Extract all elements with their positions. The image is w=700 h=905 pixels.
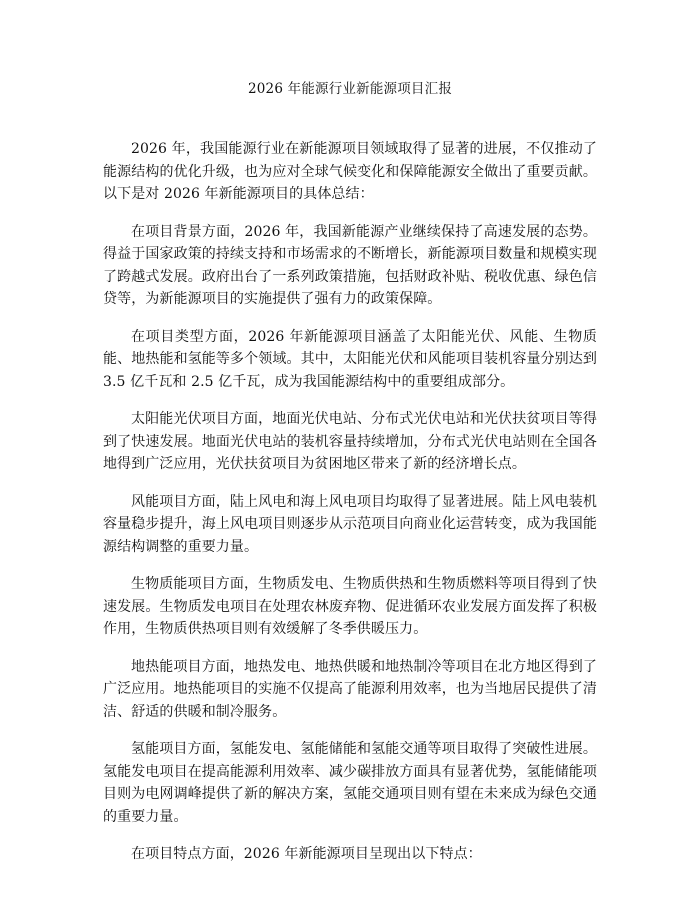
paragraph-wind: 风能项目方面，陆上风电和海上风电项目均取得了显著进展。陆上风电装机容量稳步提升，海上风电项目则逐步从示范项目向商业化运营转变，成为我国能源结构调整的重要力量。 xyxy=(103,493,597,555)
paragraph-hydrogen: 氢能项目方面，氢能发电、氢能储能和氢能交通等项目取得了突破性进展。氢能发电项目在提高能源利用效率、减少碳排放方面具有显著优势，氢能储能项目则为电网调峰提供了新的解决方案，氢能交通项目则有望在未来成为绿色交通的重要力量。 xyxy=(103,741,597,825)
document-body xyxy=(103,138,597,881)
document-title: 2026 年能源行业新能源项目汇报 xyxy=(247,81,453,97)
paragraph-characteristics: 在项目特点方面，2026 年新能源项目呈现出以下特点： xyxy=(131,846,482,862)
paragraph-geothermal: 地热能项目方面，地热发电、地热供暖和地热制冷等项目在北方地区得到了广泛应用。地热能项目的实施不仅提高了能源利用效率，也为当地居民提供了清洁、舒适的供暖和制冷服务。 xyxy=(103,658,597,720)
paragraph-project-types: 在项目类型方面，2026 年新能源项目涵盖了太阳能光伏、风能、生物质能、地热能和氢能等多个领域。其中，太阳能光伏和风能项目装机容量分别达到 3.5 亿千瓦和 2.5 亿千瓦，成为我国能源结构中的重要组成部分。 xyxy=(103,328,597,390)
paragraph-solar: 太阳能光伏项目方面，地面光伏电站、分布式光伏电站和光伏扶贫项目等得到了快速发展。地面光伏电站的装机容量持续增加，分布式光伏电站则在全国各地得到广泛应用，光伏扶贫项目为贫困地区带来了新的经济增长点。 xyxy=(103,411,597,472)
paragraph-biomass: 生物质能项目方面，生物质发电、生物质供热和生物质燃料等项目得到了快速发展。生物质发电项目在处理农林废弃物、促进循环农业发展方面发挥了积极作用，生物质供热项目则有效缓解了冬季供暖压力。 xyxy=(103,576,597,637)
paragraph-background: 在项目背景方面，2026 年，我国新能源产业继续保持了高速发展的态势。得益于国家政策的持续支持和市场需求的不断增长，新能源项目数量和规模实现了跨越式发展。政府出台了一系列政策措施，包括财政补贴、税收优惠、绿色信贷等，为新能源项目的实施提供了强有力的政策保障。 xyxy=(103,223,597,307)
paragraph-intro: 2026 年，我国能源行业在新能源项目领域取得了显著的进展，不仅推动了能源结构的优化升级，也为应对全球气候变化和保障能源安全做出了重要贡献。以下是对 2026 年新能源项目的具体总结： xyxy=(103,141,597,202)
